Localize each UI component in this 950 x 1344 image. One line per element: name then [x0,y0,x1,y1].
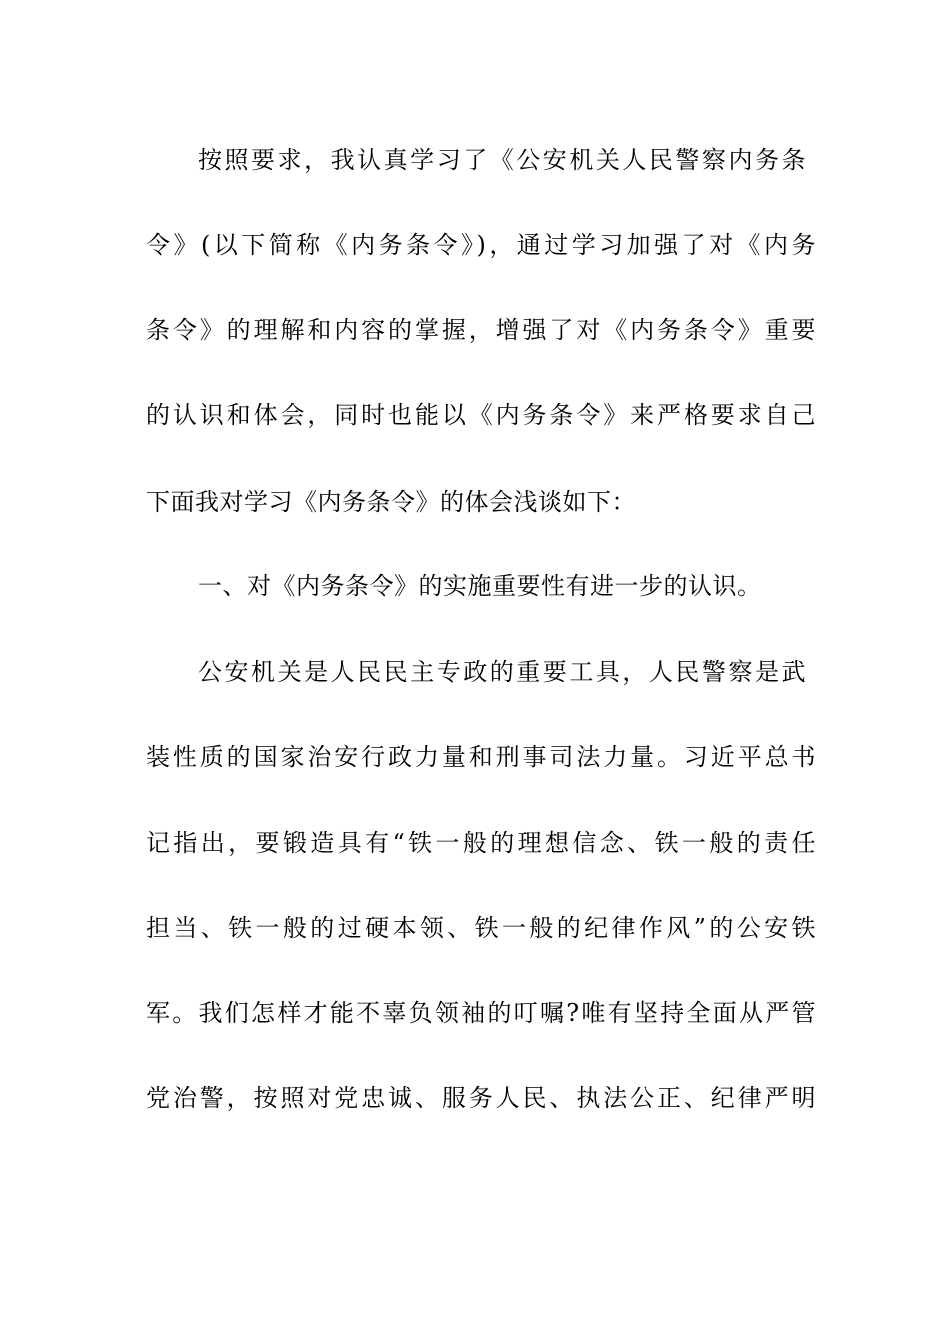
paragraph-1-line-5: 下面我对学习《内务条令》的体会浅谈如下： [146,488,636,516]
paragraph-2-line-3: 记指出，要锻造具有“铁一般的理想信念、铁一般的责任 [146,829,816,857]
paragraph-2-line-2: 装性质的国家治安行政力量和刑事司法力量。习近平总书 [146,743,816,771]
section-heading-1: 一、对《内务条令》的实施重要性有进一步的认识。 [198,572,762,600]
paragraph-2-line-1: 公安机关是人民民主专政的重要工具，人民警察是武 [198,658,806,686]
paragraph-1-line-3: 条令》的理解和内容的掌握，增强了对《内务条令》重要 [146,316,816,344]
paragraph-1-line-2: 令》(以下简称《内务条令》)，通过学习加强了对《内务 [146,231,816,259]
paragraph-1-line-4: 的认识和体会，同时也能以《内务条令》来严格要求自己 [146,401,816,429]
paragraph-2-line-5: 军。我们怎样才能不辜负领袖的叮嘱?唯有坚持全面从严管 [146,999,816,1027]
paragraph-2-line-6: 党治警，按照对党忠诚、服务人民、执法公正、纪律严明 [146,1084,816,1112]
paragraph-1-line-1: 按照要求，我认真学习了《公安机关人民警察内务条 [198,146,806,174]
paragraph-2-line-4: 担当、铁一般的过硬本领、铁一般的纪律作风”的公安铁 [146,914,816,942]
